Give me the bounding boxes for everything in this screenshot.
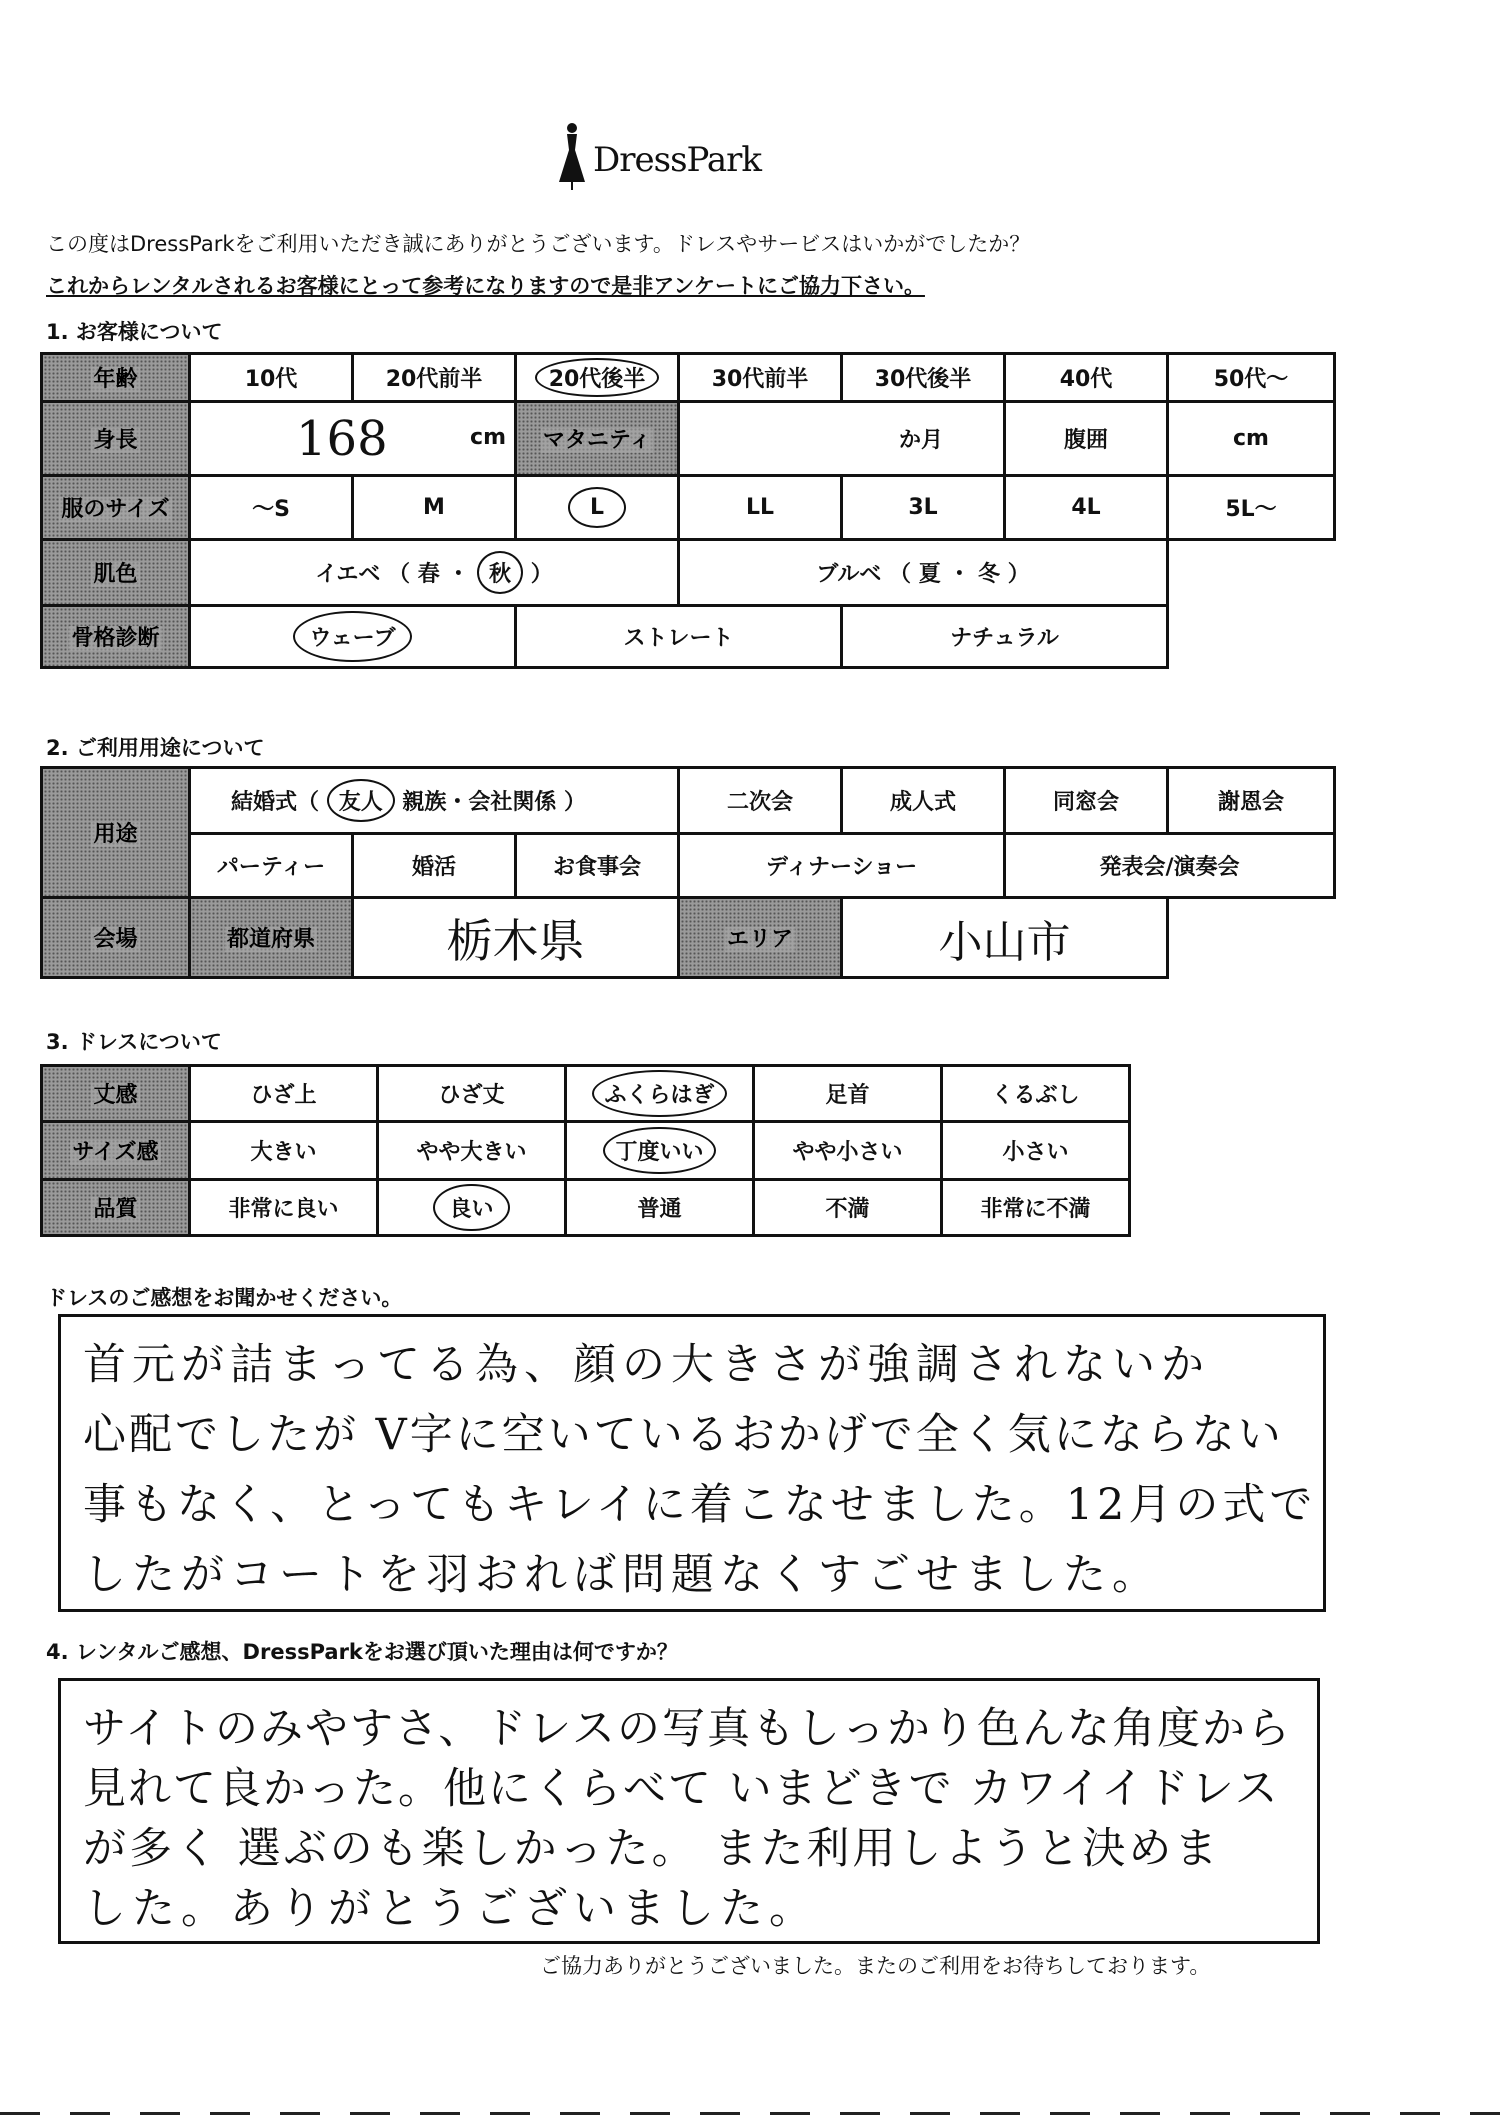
prefecture-value: 栃木県	[446, 913, 585, 968]
empty-cell	[1168, 898, 1335, 978]
dress-comment-line: 首元が詰まってる為、顔の大きさが強調されないか	[83, 1340, 1210, 1390]
purpose-option[interactable]: お食事会	[516, 834, 679, 898]
age-option[interactable]: 10代	[190, 354, 353, 402]
section3-title: 3. ドレスについて	[46, 1030, 222, 1054]
height-value: 168	[296, 411, 388, 467]
maternity-label: マタニティ	[516, 402, 679, 476]
waist-unit[interactable]: cm	[1168, 402, 1335, 476]
fit-option[interactable]: やや小さい	[754, 1122, 942, 1180]
quality-option[interactable]: 非常に不満	[942, 1180, 1130, 1236]
age-label: 年齢	[42, 354, 190, 402]
dress-comment-title: ドレスのご感想をお聞かせください。	[46, 1286, 403, 1310]
area-field[interactable]	[842, 898, 1168, 978]
spring-option[interactable]: 春	[417, 562, 440, 587]
skin-label: 肌色	[42, 540, 190, 606]
size-label: 服のサイズ	[42, 476, 190, 540]
size-option[interactable]: 4L	[1005, 476, 1168, 540]
length-option[interactable]: ひざ上	[190, 1066, 378, 1122]
fit-label: サイズ感	[42, 1122, 190, 1180]
waist-label: 腹囲	[1005, 402, 1168, 476]
prefecture-label: 都道府県	[190, 898, 353, 978]
yellow-base-label: イエベ	[315, 562, 381, 587]
intro-request: これからレンタルされるお客様にとって参考になりますので是非アンケートにご協力下さい。	[46, 274, 925, 298]
size-option-selected[interactable]	[516, 476, 679, 540]
purpose-option[interactable]: パーティー	[190, 834, 353, 898]
rental-comment-line: サイトのみやすさ、ドレスの写真もしっかり色んな角度から	[83, 1704, 1292, 1754]
body-type-option-selected[interactable]	[190, 606, 516, 668]
skin-blue-base[interactable]: ブルベ （ 夏 ・ 冬 ）	[679, 540, 1168, 606]
section1-title: 1. お客様について	[46, 320, 223, 344]
purpose-option[interactable]: 同窓会	[1005, 768, 1168, 834]
quality-selected-circle: 良い	[433, 1184, 509, 1231]
quality-option-selected[interactable]	[378, 1180, 566, 1236]
size-option[interactable]: LL	[679, 476, 842, 540]
dress-comment-box[interactable]	[58, 1314, 1326, 1612]
purpose-table	[40, 766, 1336, 979]
fit-option[interactable]: やや大きい	[378, 1122, 566, 1180]
body-type-option[interactable]: ナチュラル	[842, 606, 1168, 668]
fit-option-selected[interactable]	[566, 1122, 754, 1180]
purpose-option[interactable]: ディナーショー	[679, 834, 1005, 898]
friend-selected-circle[interactable]: 友人	[327, 779, 395, 822]
purpose-label: 用途	[42, 768, 190, 898]
winter-option[interactable]: 冬	[978, 562, 1001, 587]
fit-selected-circle: 丁度いい	[603, 1127, 715, 1174]
wedding-label: 結婚式	[231, 790, 298, 815]
height-unit: cm	[470, 425, 506, 450]
dress-comment-line: したがコートを羽おれば問題なくすごせました。	[83, 1550, 1161, 1600]
age-option[interactable]: 30代前半	[679, 354, 842, 402]
footer-thanks: ご協力ありがとうございました。またのご利用をお待ちしております。	[540, 1954, 1211, 1978]
autumn-selected-circle[interactable]: 秋	[477, 551, 523, 594]
age-selected-circle: 20代後半	[535, 358, 660, 397]
dress-comment-line: 心配でしたが V字に空いているおかげで全く気にならない	[83, 1410, 1284, 1460]
purpose-option[interactable]: 謝恩会	[1168, 768, 1335, 834]
logo-text: DressPark	[593, 140, 762, 180]
length-option[interactable]: くるぶし	[942, 1066, 1130, 1122]
maternity-months-field[interactable]: か月	[679, 402, 1005, 476]
quality-option[interactable]: 不満	[754, 1180, 942, 1236]
skin-yellow-base[interactable]: イエベ （ 春 ・ 秋 ）	[190, 540, 679, 606]
age-option[interactable]: 20代前半	[353, 354, 516, 402]
length-selected-circle: ふくらはぎ	[592, 1070, 726, 1117]
dress-table	[40, 1064, 1131, 1237]
size-option[interactable]: M	[353, 476, 516, 540]
size-selected-circle: L	[568, 487, 626, 528]
area-value: 小山市	[938, 916, 1071, 968]
quality-option[interactable]: 非常に良い	[190, 1180, 378, 1236]
rental-comment-line: 見れて良かった。他にくらべて いまどきで カワイイドレス	[83, 1764, 1280, 1814]
size-option[interactable]: 5L～	[1168, 476, 1335, 540]
fit-option[interactable]: 大きい	[190, 1122, 378, 1180]
size-option[interactable]: ～S	[190, 476, 353, 540]
length-option[interactable]: ひざ丈	[378, 1066, 566, 1122]
empty-cell	[1168, 540, 1335, 606]
size-option[interactable]: 3L	[842, 476, 1005, 540]
rental-comment-title: 4. レンタルご感想、DressParkをお選び頂いた理由は何ですか？	[46, 1640, 678, 1664]
rental-comment-line: が多く 選ぶのも楽しかった。 また利用しようと決めま	[83, 1824, 1221, 1874]
body-type-label: 骨格診断	[42, 606, 190, 668]
scan-edge-line	[0, 2112, 1500, 2115]
fit-option[interactable]: 小さい	[942, 1122, 1130, 1180]
dresspark-logo	[555, 118, 805, 198]
wedding-option[interactable]: 結婚式（ 友人 親族・会社関係 ）	[190, 768, 679, 834]
rental-comment-box[interactable]	[58, 1678, 1320, 1944]
blue-base-label: ブルベ	[816, 562, 882, 587]
purpose-option[interactable]: 婚活	[353, 834, 516, 898]
height-label: 身長	[42, 402, 190, 476]
intro-text: この度はDressParkをご利用いただき誠にありがとうございます。ドレスやサービスはいかがでしたか？	[46, 232, 1031, 256]
rental-comment-line: した。ありがとうございました。	[83, 1884, 818, 1934]
section2-title: 2. ご利用用途について	[46, 736, 265, 760]
quality-label: 品質	[42, 1180, 190, 1236]
height-field[interactable]	[190, 402, 516, 476]
length-option-selected[interactable]	[566, 1066, 754, 1122]
age-option-selected[interactable]	[516, 354, 679, 402]
customer-table	[40, 352, 1336, 669]
summer-option[interactable]: 夏	[918, 562, 941, 587]
length-option[interactable]: 足首	[754, 1066, 942, 1122]
quality-option[interactable]: 普通	[566, 1180, 754, 1236]
age-option[interactable]: 30代後半	[842, 354, 1005, 402]
purpose-option[interactable]: 成人式	[842, 768, 1005, 834]
venue-label: 会場	[42, 898, 190, 978]
age-option[interactable]: 50代～	[1168, 354, 1335, 402]
dress-comment-line: 事もなく、とってもキレイに着こなせました。12月の式で	[83, 1480, 1317, 1530]
empty-cell	[1168, 606, 1335, 668]
purpose-option[interactable]: 発表会/演奏会	[1005, 834, 1335, 898]
wave-selected-circle: ウェーブ	[293, 611, 411, 662]
relatives-option[interactable]: 親族・会社関係	[402, 790, 557, 815]
purpose-option[interactable]: 二次会	[679, 768, 842, 834]
body-type-option[interactable]: ストレート	[516, 606, 842, 668]
length-label: 丈感	[42, 1066, 190, 1122]
age-option[interactable]: 40代	[1005, 354, 1168, 402]
prefecture-field[interactable]	[353, 898, 679, 978]
area-label: エリア	[679, 898, 842, 978]
dress-icon	[555, 122, 589, 192]
